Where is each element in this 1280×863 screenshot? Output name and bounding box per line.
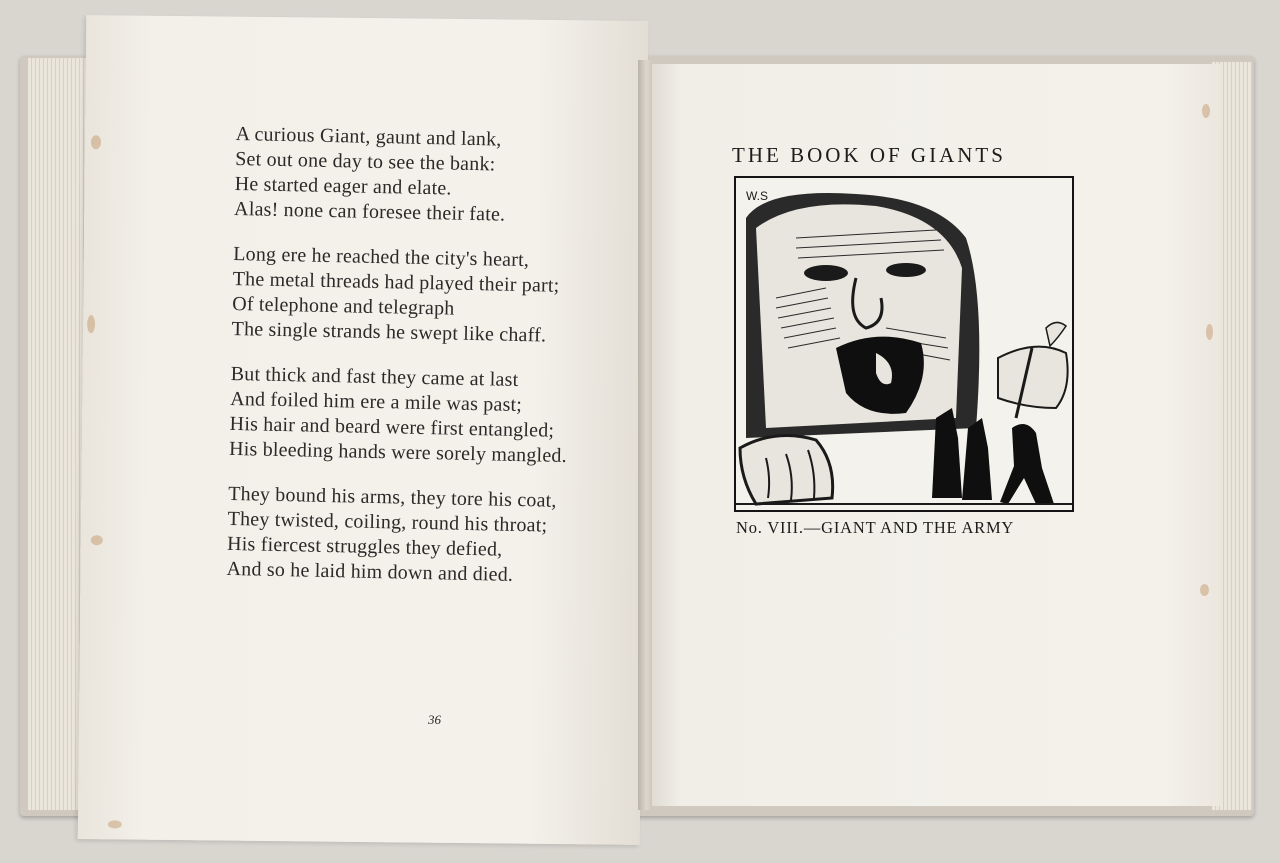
- book-title: THE BOOK OF GIANTS: [732, 143, 1006, 167]
- foxing-stain: [108, 820, 122, 828]
- poem-line: And so he laid him down and died.: [226, 557, 514, 586]
- flag: [998, 347, 1068, 408]
- poem-line: His hair and beard were first entangled;: [229, 412, 555, 442]
- poem-line: They bound his arms, they tore his coat,: [227, 482, 557, 512]
- poem-line: But thick and fast they came at last: [230, 362, 519, 391]
- poem-line: His bleeding hands were sorely mangled.: [228, 437, 568, 467]
- poem: [226, 122, 636, 610]
- poem-line: His fiercest struggles they defied,: [226, 532, 503, 561]
- poem-line: Long ere he reached the city's heart,: [233, 242, 530, 272]
- giant-illustration: [736, 178, 1072, 510]
- page-number: 36: [428, 712, 441, 727]
- foxing-stain: [87, 315, 95, 333]
- poem-line: He started eager and elate.: [234, 172, 452, 200]
- poem-line: The metal threads had played their part;: [232, 267, 560, 297]
- stanza: [229, 362, 631, 470]
- soldiers-silhouettes: [932, 408, 1054, 504]
- poem-line: And foiled him ere a mile was past;: [229, 387, 523, 417]
- foxing-stain: [91, 535, 103, 545]
- stanza: [226, 482, 628, 590]
- foxing-stain: [1202, 104, 1210, 118]
- artist-signature: W.S: [746, 189, 769, 203]
- stanza: [234, 122, 636, 230]
- illustration-plate: [734, 176, 1074, 512]
- foxing-stain: [1206, 324, 1213, 340]
- poem-line: Of telephone and telegraph: [231, 292, 455, 320]
- left-eye: [804, 265, 848, 281]
- poem-line: The single strands he swept like chaff.: [231, 317, 547, 347]
- smoke: [1046, 322, 1066, 346]
- right-eye: [886, 263, 926, 277]
- stanza: [231, 242, 633, 350]
- poem-line: Set out one day to see the bank:: [234, 147, 496, 176]
- illustration-caption: No. VIII.—GIANT AND THE ARMY: [736, 518, 1015, 537]
- poem-line: They twisted, coiling, round his throat;: [227, 507, 548, 537]
- giant-hand: [740, 436, 833, 505]
- foxing-stain: [91, 135, 101, 149]
- book-gutter: [638, 60, 652, 810]
- foxing-stain: [1200, 584, 1209, 596]
- poem-line: Alas! none can foresee their fate.: [233, 197, 506, 226]
- poem-line: A curious Giant, gaunt and lank,: [235, 122, 502, 151]
